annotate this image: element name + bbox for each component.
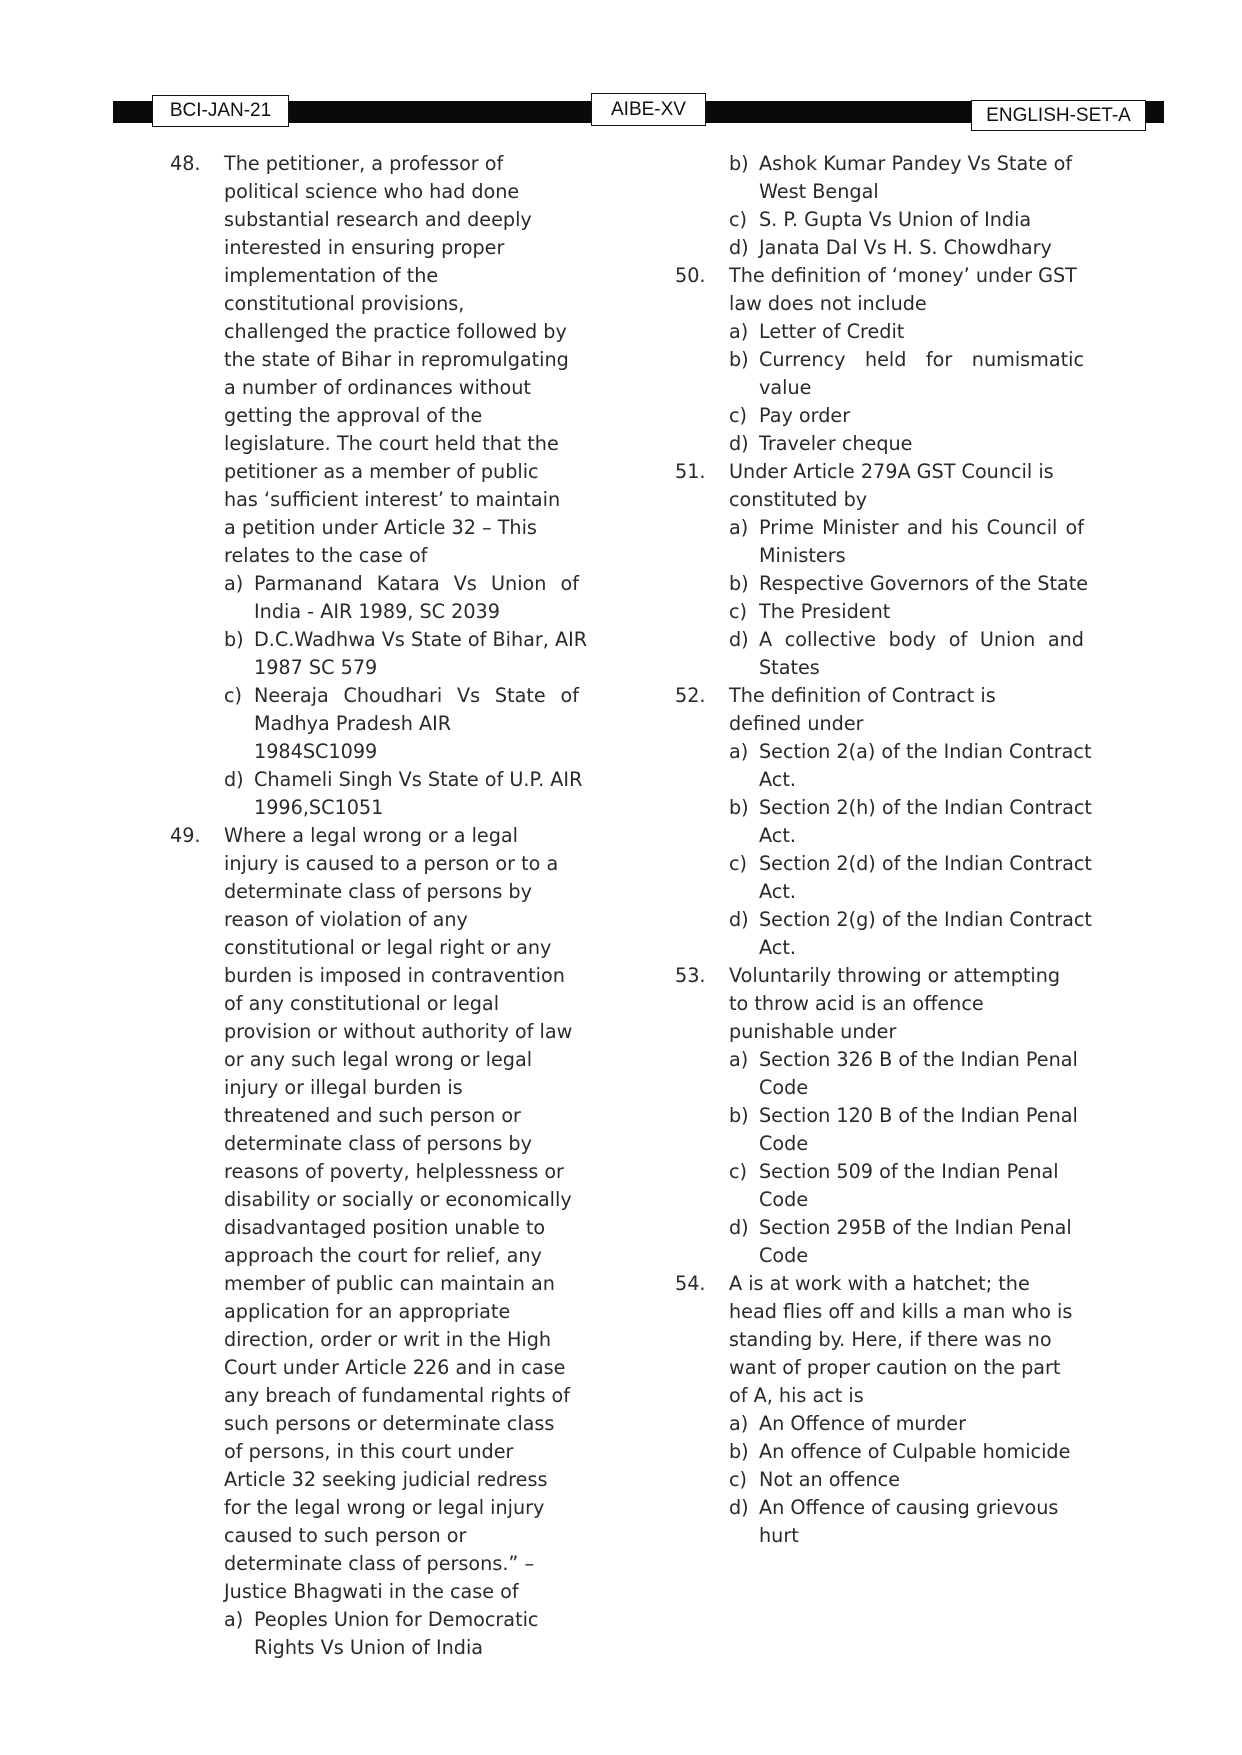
option-a[interactable] — [729, 514, 1084, 570]
option-text-line: Code — [759, 1076, 809, 1099]
question-number: 53. — [675, 964, 706, 987]
option-text-line: Section 509 of the Indian Penal — [759, 1160, 1059, 1183]
option-text-line: West Bengal — [759, 180, 879, 203]
option-text-line: An Offence of murder — [759, 1412, 966, 1435]
option-text-line: 1996,SC1051 — [254, 796, 384, 819]
option-c[interactable] — [224, 682, 579, 766]
question-text: Where a legal wrong or a legal injury is caused to a person or to a determinate class of persons by reason of violation of any constitutional or legal right or any burden is imposed in contravention of any constitutional or legal provision or without authority of law or any such legal wrong or legal injury or illegal burden is threatened and such person or determinate class of persons by reasons of poverty, helplessness or disability or socially or economically disadvantaged position unable to approach the court for relief, any member of public can maintain an application for an appropriate direction, order or writ in the High Court under Article 226 and in case any breach of fundamental rights of such persons or determinate class of persons, in this court under Article 32 seeking judicial redress for the legal wrong or legal injury caused to such person or determinate class of persons.” – Justice Bhagwati in the case of — [224, 824, 573, 1603]
option-label: a) — [729, 1048, 749, 1071]
option-text-line: 1987 SC 579 — [254, 656, 378, 679]
option-text-line: Traveler cheque — [759, 432, 913, 455]
header-set-label: ENGLISH-SET-A — [971, 100, 1146, 131]
option-text-line: Code — [759, 1244, 809, 1267]
option-label: d) — [729, 236, 749, 259]
option-b[interactable] — [729, 794, 1095, 850]
option-label: a) — [224, 572, 244, 595]
option-label: c) — [729, 1160, 748, 1183]
option-a[interactable] — [729, 1410, 1095, 1438]
option-b[interactable] — [729, 570, 1095, 598]
option-text-line: Code — [759, 1188, 809, 1211]
option-b[interactable] — [729, 150, 1095, 206]
option-text-line: Pay order — [759, 404, 851, 427]
option-label: d) — [729, 432, 749, 455]
option-label: c) — [224, 684, 243, 707]
option-text-line: A collective body of Union and — [759, 628, 1084, 651]
option-a[interactable] — [729, 318, 1095, 346]
right-column — [675, 150, 1095, 1550]
question-number: 54. — [675, 1272, 706, 1295]
option-label: b) — [224, 628, 244, 651]
option-label: c) — [729, 404, 748, 427]
question-number: 48. — [170, 152, 201, 175]
option-label: d) — [729, 628, 749, 651]
option-label: a) — [729, 1412, 749, 1435]
question-text: The petitioner, a professor of political science who had done substantial research and deeply interested in ensuring proper implementation of the constitutional provisions, challenged the practice followed by the state of Bihar in repromulgating a number of ordinances without getting the approval of the legislature. The court held that the petitioner as a member of public has ‘sufficient interest’ to maintain a petition under Article 32 – This relates to the case of — [224, 152, 569, 567]
option-text-line: Chameli Singh Vs State of U.P. AIR — [254, 768, 583, 791]
left-column — [170, 150, 590, 1662]
option-c[interactable] — [729, 1158, 1095, 1214]
option-text-line: Respective Governors of the State — [759, 572, 1089, 595]
option-text-line: Letter of Credit — [759, 320, 905, 343]
option-text-line: Section 2(d) of the Indian Contract — [759, 852, 1092, 875]
question-54 — [675, 1270, 1095, 1550]
question-number: 52. — [675, 684, 706, 707]
option-label: a) — [729, 740, 749, 763]
option-text-line: D.C.Wadhwa Vs State of Bihar, AIR — [254, 628, 588, 651]
option-d[interactable] — [224, 766, 590, 822]
option-label: b) — [729, 572, 749, 595]
question-number: 51. — [675, 460, 706, 483]
option-label: d) — [224, 768, 244, 791]
option-label: a) — [729, 320, 749, 343]
option-label: d) — [729, 1496, 749, 1519]
question-50 — [675, 262, 1095, 458]
option-text-line: Parmanand Katara Vs Union of — [254, 572, 579, 595]
question-text: Under Article 279A GST Council is constituted by — [729, 460, 1054, 511]
option-text-line: Currency held for numismatic — [759, 348, 1084, 371]
option-text-line: value — [759, 376, 812, 399]
header-exam-label: AIBE-XV — [591, 93, 706, 126]
question-52 — [675, 682, 1095, 962]
question-48 — [170, 150, 590, 822]
option-text-line: Prime Minister and his Council of — [759, 516, 1084, 539]
option-d[interactable] — [729, 1214, 1095, 1270]
option-text-line: Neeraja Choudhari Vs State of — [254, 684, 579, 707]
option-b[interactable] — [729, 346, 1084, 402]
option-text-line: Act. — [759, 824, 796, 847]
question-text: Voluntarily throwing or attempting to throw acid is an offence punishable under — [729, 964, 1061, 1043]
option-text-line: Ministers — [759, 544, 846, 567]
option-a[interactable] — [224, 1606, 590, 1662]
question-text: A is at work with a hatchet; the head flies off and kills a man who is standing by. Here, if there was no want of proper caution on the part of A, his act is — [729, 1272, 1073, 1407]
option-label: b) — [729, 1104, 749, 1127]
option-text-line: hurt — [759, 1524, 799, 1547]
option-text-line: Madhya Pradesh AIR 1984SC1099 — [254, 712, 452, 763]
option-a[interactable] — [224, 570, 579, 626]
option-text-line: India - AIR 1989, SC 2039 — [254, 600, 500, 623]
option-text-line: States — [759, 656, 820, 679]
option-label: a) — [729, 516, 749, 539]
option-text-line: S. P. Gupta Vs Union of India — [759, 208, 1032, 231]
option-label: d) — [729, 908, 749, 931]
option-d[interactable] — [729, 430, 1095, 458]
question-53 — [675, 962, 1095, 1270]
option-label: b) — [729, 1440, 749, 1463]
option-text-line: Act. — [759, 880, 796, 903]
option-text-line: An offence of Culpable homicide — [759, 1440, 1071, 1463]
option-text-line: Section 120 B of the Indian Penal — [759, 1104, 1078, 1127]
option-text-line: Section 295B of the Indian Penal — [759, 1216, 1072, 1239]
option-d[interactable] — [729, 1494, 1095, 1550]
option-text-line: An Offence of causing grievous — [759, 1496, 1059, 1519]
option-d[interactable] — [729, 626, 1084, 682]
question-number: 49. — [170, 824, 201, 847]
option-text-line: Act. — [759, 768, 796, 791]
option-text-line: The President — [759, 600, 891, 623]
option-label: c) — [729, 600, 748, 623]
option-d[interactable] — [729, 906, 1095, 962]
question-51 — [675, 458, 1095, 682]
option-text-line: Not an offence — [759, 1468, 901, 1491]
question-text: The definition of ‘money’ under GST law does not include — [729, 264, 1077, 315]
header-code-label: BCI-JAN-21 — [152, 95, 289, 127]
option-text-line: Section 2(g) of the Indian Contract — [759, 908, 1092, 931]
option-text-line: Section 2(h) of the Indian Contract — [759, 796, 1092, 819]
option-b[interactable] — [729, 1438, 1095, 1466]
question-49-continued — [675, 150, 1095, 262]
option-text-line: Janata Dal Vs H. S. Chowdhary — [759, 236, 1052, 259]
question-number: 50. — [675, 264, 706, 287]
option-text-line: Section 2(a) of the Indian Contract — [759, 740, 1092, 763]
option-c[interactable] — [729, 402, 1095, 430]
option-text-line: Peoples Union for Democratic — [254, 1608, 539, 1631]
option-label: c) — [729, 852, 748, 875]
question-text: The definition of Contract is defined under — [729, 684, 996, 735]
option-b[interactable] — [224, 626, 590, 682]
option-label: d) — [729, 1216, 749, 1239]
option-b[interactable] — [729, 1102, 1095, 1158]
question-49 — [170, 822, 590, 1662]
option-label: b) — [729, 348, 749, 371]
option-d[interactable] — [729, 234, 1095, 262]
option-text-line: Code — [759, 1132, 809, 1155]
option-label: a) — [224, 1608, 244, 1631]
option-a[interactable] — [729, 1046, 1095, 1102]
option-a[interactable] — [729, 738, 1095, 794]
option-c[interactable] — [729, 1466, 1095, 1494]
option-c[interactable] — [729, 850, 1095, 906]
option-text-line: Act. — [759, 936, 796, 959]
option-text-line: Ashok Kumar Pandey Vs State of — [759, 152, 1073, 175]
option-text-line: Section 326 B of the Indian Penal — [759, 1048, 1078, 1071]
option-label: b) — [729, 152, 749, 175]
option-text-line: Rights Vs Union of India — [254, 1636, 484, 1659]
option-label: b) — [729, 796, 749, 819]
option-c[interactable] — [729, 598, 1095, 626]
option-label: c) — [729, 1468, 748, 1491]
option-label: c) — [729, 208, 748, 231]
option-c[interactable] — [729, 206, 1095, 234]
